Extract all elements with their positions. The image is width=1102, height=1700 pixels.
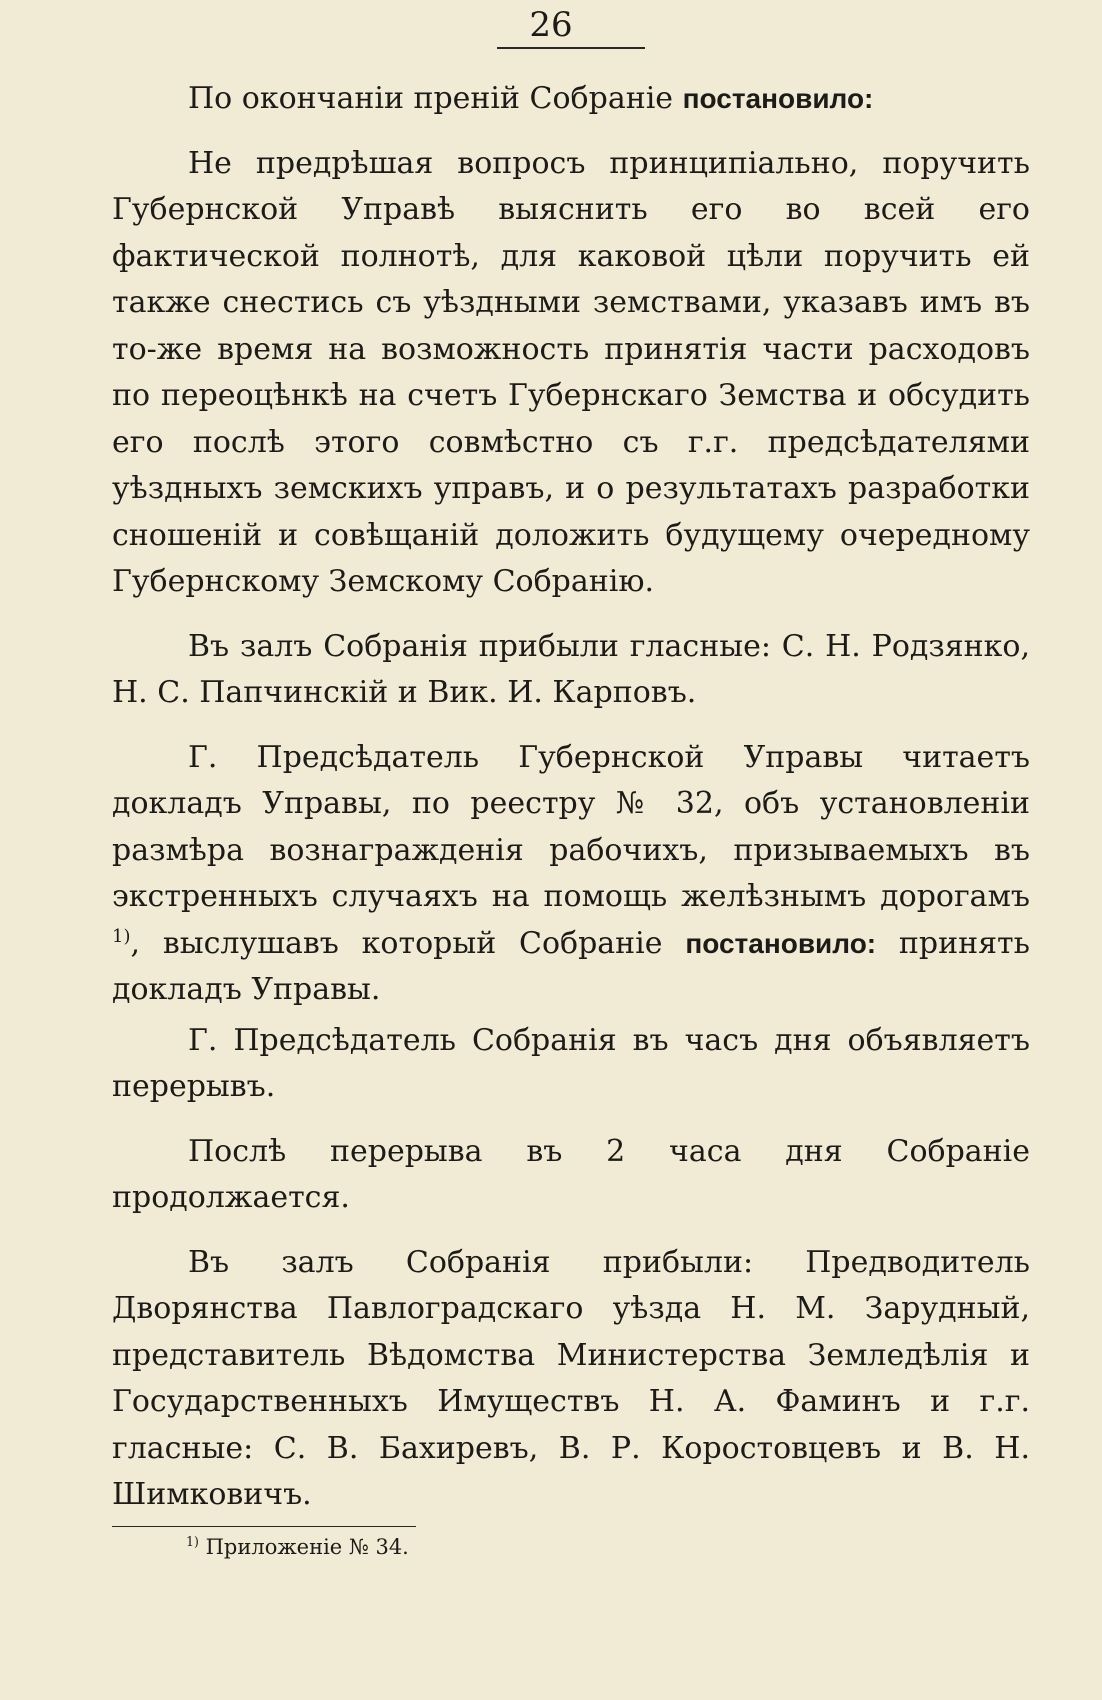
paragraph: [112, 1240, 1030, 1519]
paragraph: [112, 735, 1030, 1014]
text-run: Послѣ перерыва въ 2 часа дня Собраніе продолжается.: [112, 1133, 1030, 1215]
page-number-rule: [497, 47, 645, 49]
text-run: , выслушавъ который Собраніе: [130, 925, 686, 961]
footnote-text: Приложеніе № 34.: [198, 1535, 409, 1559]
bold-phrase: постановило:: [682, 83, 874, 114]
text-run: Г. Предсѣдатель Губернской Управы читаетъ докладъ Управы, по реестру № 32, объ установленіи размѣра вознагражденія рабочихъ, призываемыхъ въ экстренныхъ случаяхъ на помощь желѣзнымъ дорогамъ: [112, 739, 1030, 914]
page-number: 26: [529, 5, 573, 45]
paragraph: [112, 141, 1030, 606]
paragraph: [112, 1018, 1030, 1111]
text-run: принять докладъ Управы.: [112, 925, 1030, 1007]
body-text: [112, 76, 1030, 1537]
text-run: По окончаніи преній Собраніе: [188, 81, 683, 116]
footnote-reference: 1): [112, 925, 131, 947]
text-run: Въ залъ Собранія прибыли гласные: С. Н. Родзянко, Н. С. Папчинскій и Вик. И. Карповъ.: [112, 628, 1030, 710]
text-run: Г. Предсѣдатель Собранія въ часъ дня объявляетъ перерывъ.: [112, 1022, 1030, 1104]
text-run: Не предрѣшая вопросъ принципіально, поручить Губернской Управѣ выяснить его во всей его фактической полнотѣ, для каковой цѣли поручить ей также снестись съ уѣздными земствами, указавъ имъ въ то-же время на возможность принятія части расходовъ по переоцѣнкѣ на счетъ Губернскаго Земства и обсудить его послѣ этого совмѣстно съ г.г. предсѣдателями уѣздныхъ земскихъ управъ, и о результатахъ разработки сношеній и совѣщаній доложить будущему очередному Губернскому Земскому Собранію.: [112, 145, 1030, 599]
bold-phrase: постановило:: [685, 927, 877, 959]
footnote: [186, 1532, 409, 1562]
text-run: Въ залъ Собранія прибыли: Предводитель Дворянства Павлоградскаго уѣзда Н. М. Зарудный, представитель Вѣдомства Министерства Земледѣлія и Государственныхъ Имуществъ Н. А. Фаминъ и г.г. гласные: С. В. Бахиревъ, В. Р. Коростовцевъ и В. Н. Шимковичъ.: [112, 1244, 1030, 1512]
paragraph: [112, 76, 1030, 123]
paragraph: [112, 1129, 1030, 1222]
footnote-rule: [112, 1526, 416, 1527]
footnote-marker: 1): [186, 1534, 199, 1549]
paragraph: [112, 624, 1030, 717]
